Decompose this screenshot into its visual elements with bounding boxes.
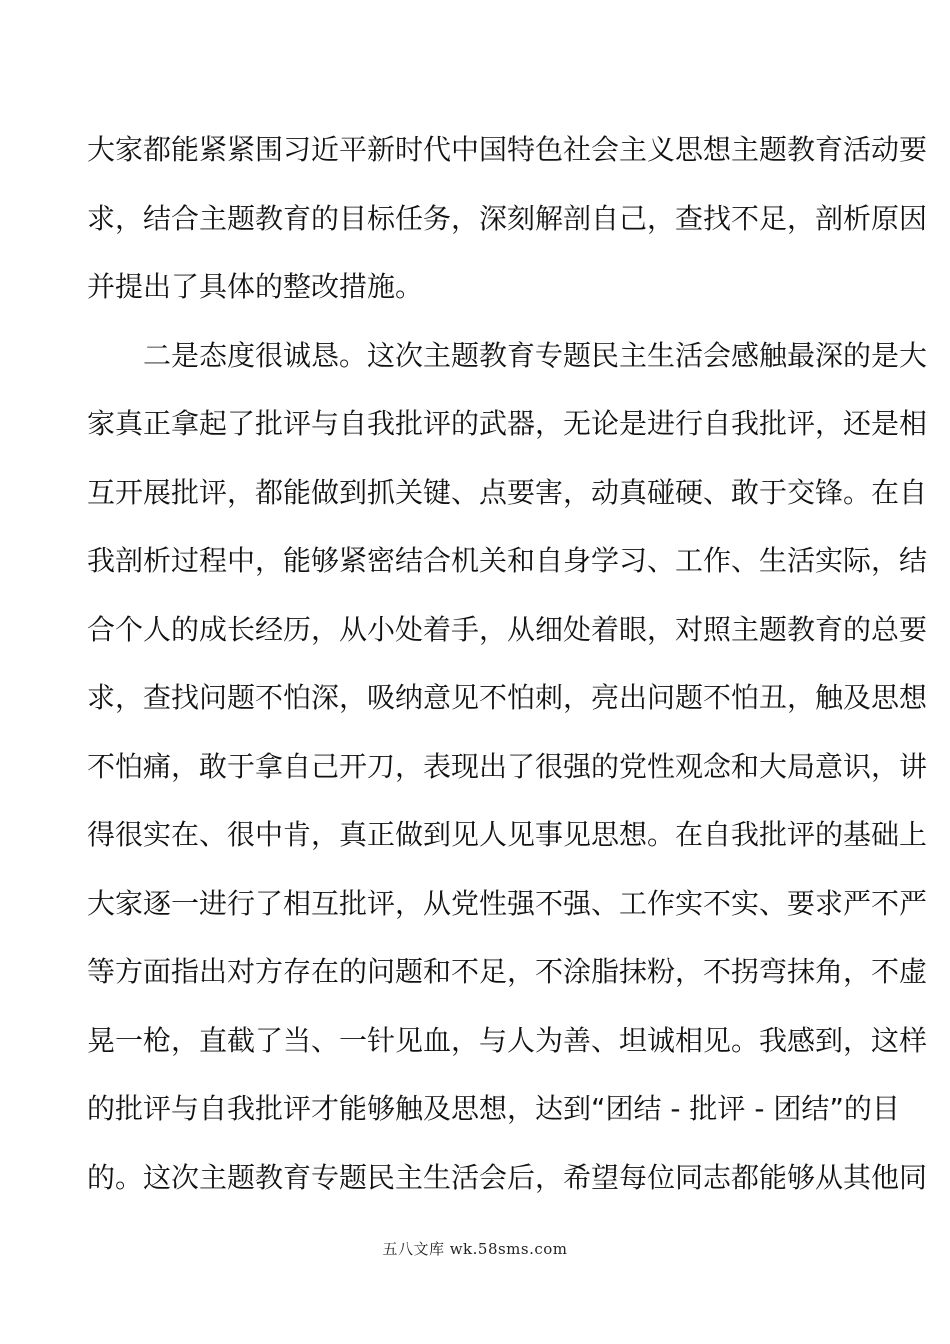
document-body [87, 122, 928, 1218]
text-line: 互开展批评，都能做到抓关键、点要害，动真碰硬、敢于交锋。在自 [87, 475, 928, 509]
text-line: 我剖析过程中，能够紧密结合机关和自身学习、工作、生活实际，结 [87, 544, 928, 577]
text-line: 等方面指出对方存在的问题和不足，不涂脂抹粉，不拐弯抹角，不虚 [87, 955, 928, 988]
paragraph-first-line: 二是态度很诚恳。这次主题教育专题民主生活会感触最深的是大 [143, 338, 928, 372]
text-line: 大家都能紧紧围习近平新时代中国特色社会主义思想主题教育活动要 [87, 133, 928, 166]
text-line: 家真正拿起了批评与自我批评的武器，无论是进行自我批评，还是相 [87, 407, 928, 440]
text-line: 并提出了具体的整改措施。 [87, 270, 424, 303]
text-line: 求，查找问题不怕深，吸纳意见不怕刺，亮出问题不怕丑，触及思想 [87, 681, 928, 714]
text-line: 大家逐一进行了相互批评，从党性强不强、工作实不实、要求严不严 [87, 886, 928, 920]
text-line: 不怕痛，敢于拿自己开刀，表现出了很强的党性观念和大局意识，讲 [87, 749, 928, 783]
text-line: 合个人的成长经历，从小处着手，从细处着眼，对照主题教育的总要 [87, 612, 928, 646]
text-line: 的批评与自我批评才能够触及思想，达到“团结 - 批评 - 团结”的目 [87, 1092, 900, 1125]
text-line: 的。这次主题教育专题民主生活会后，希望每位同志都能够从其他同 [87, 1160, 928, 1194]
page-footer-watermark: 五八文库 wk.58sms.com [382, 1240, 568, 1258]
text-line: 晃一枪，直截了当、一针见血，与人为善、坦诚相见。我感到，这样 [87, 1023, 928, 1057]
text-line: 得很实在、很中肯，真正做到见人见事见思想。在自我批评的基础上 [87, 818, 928, 851]
text-line: 求，结合主题教育的目标任务，深刻解剖自己，查找不足，剖析原因 [87, 201, 928, 235]
